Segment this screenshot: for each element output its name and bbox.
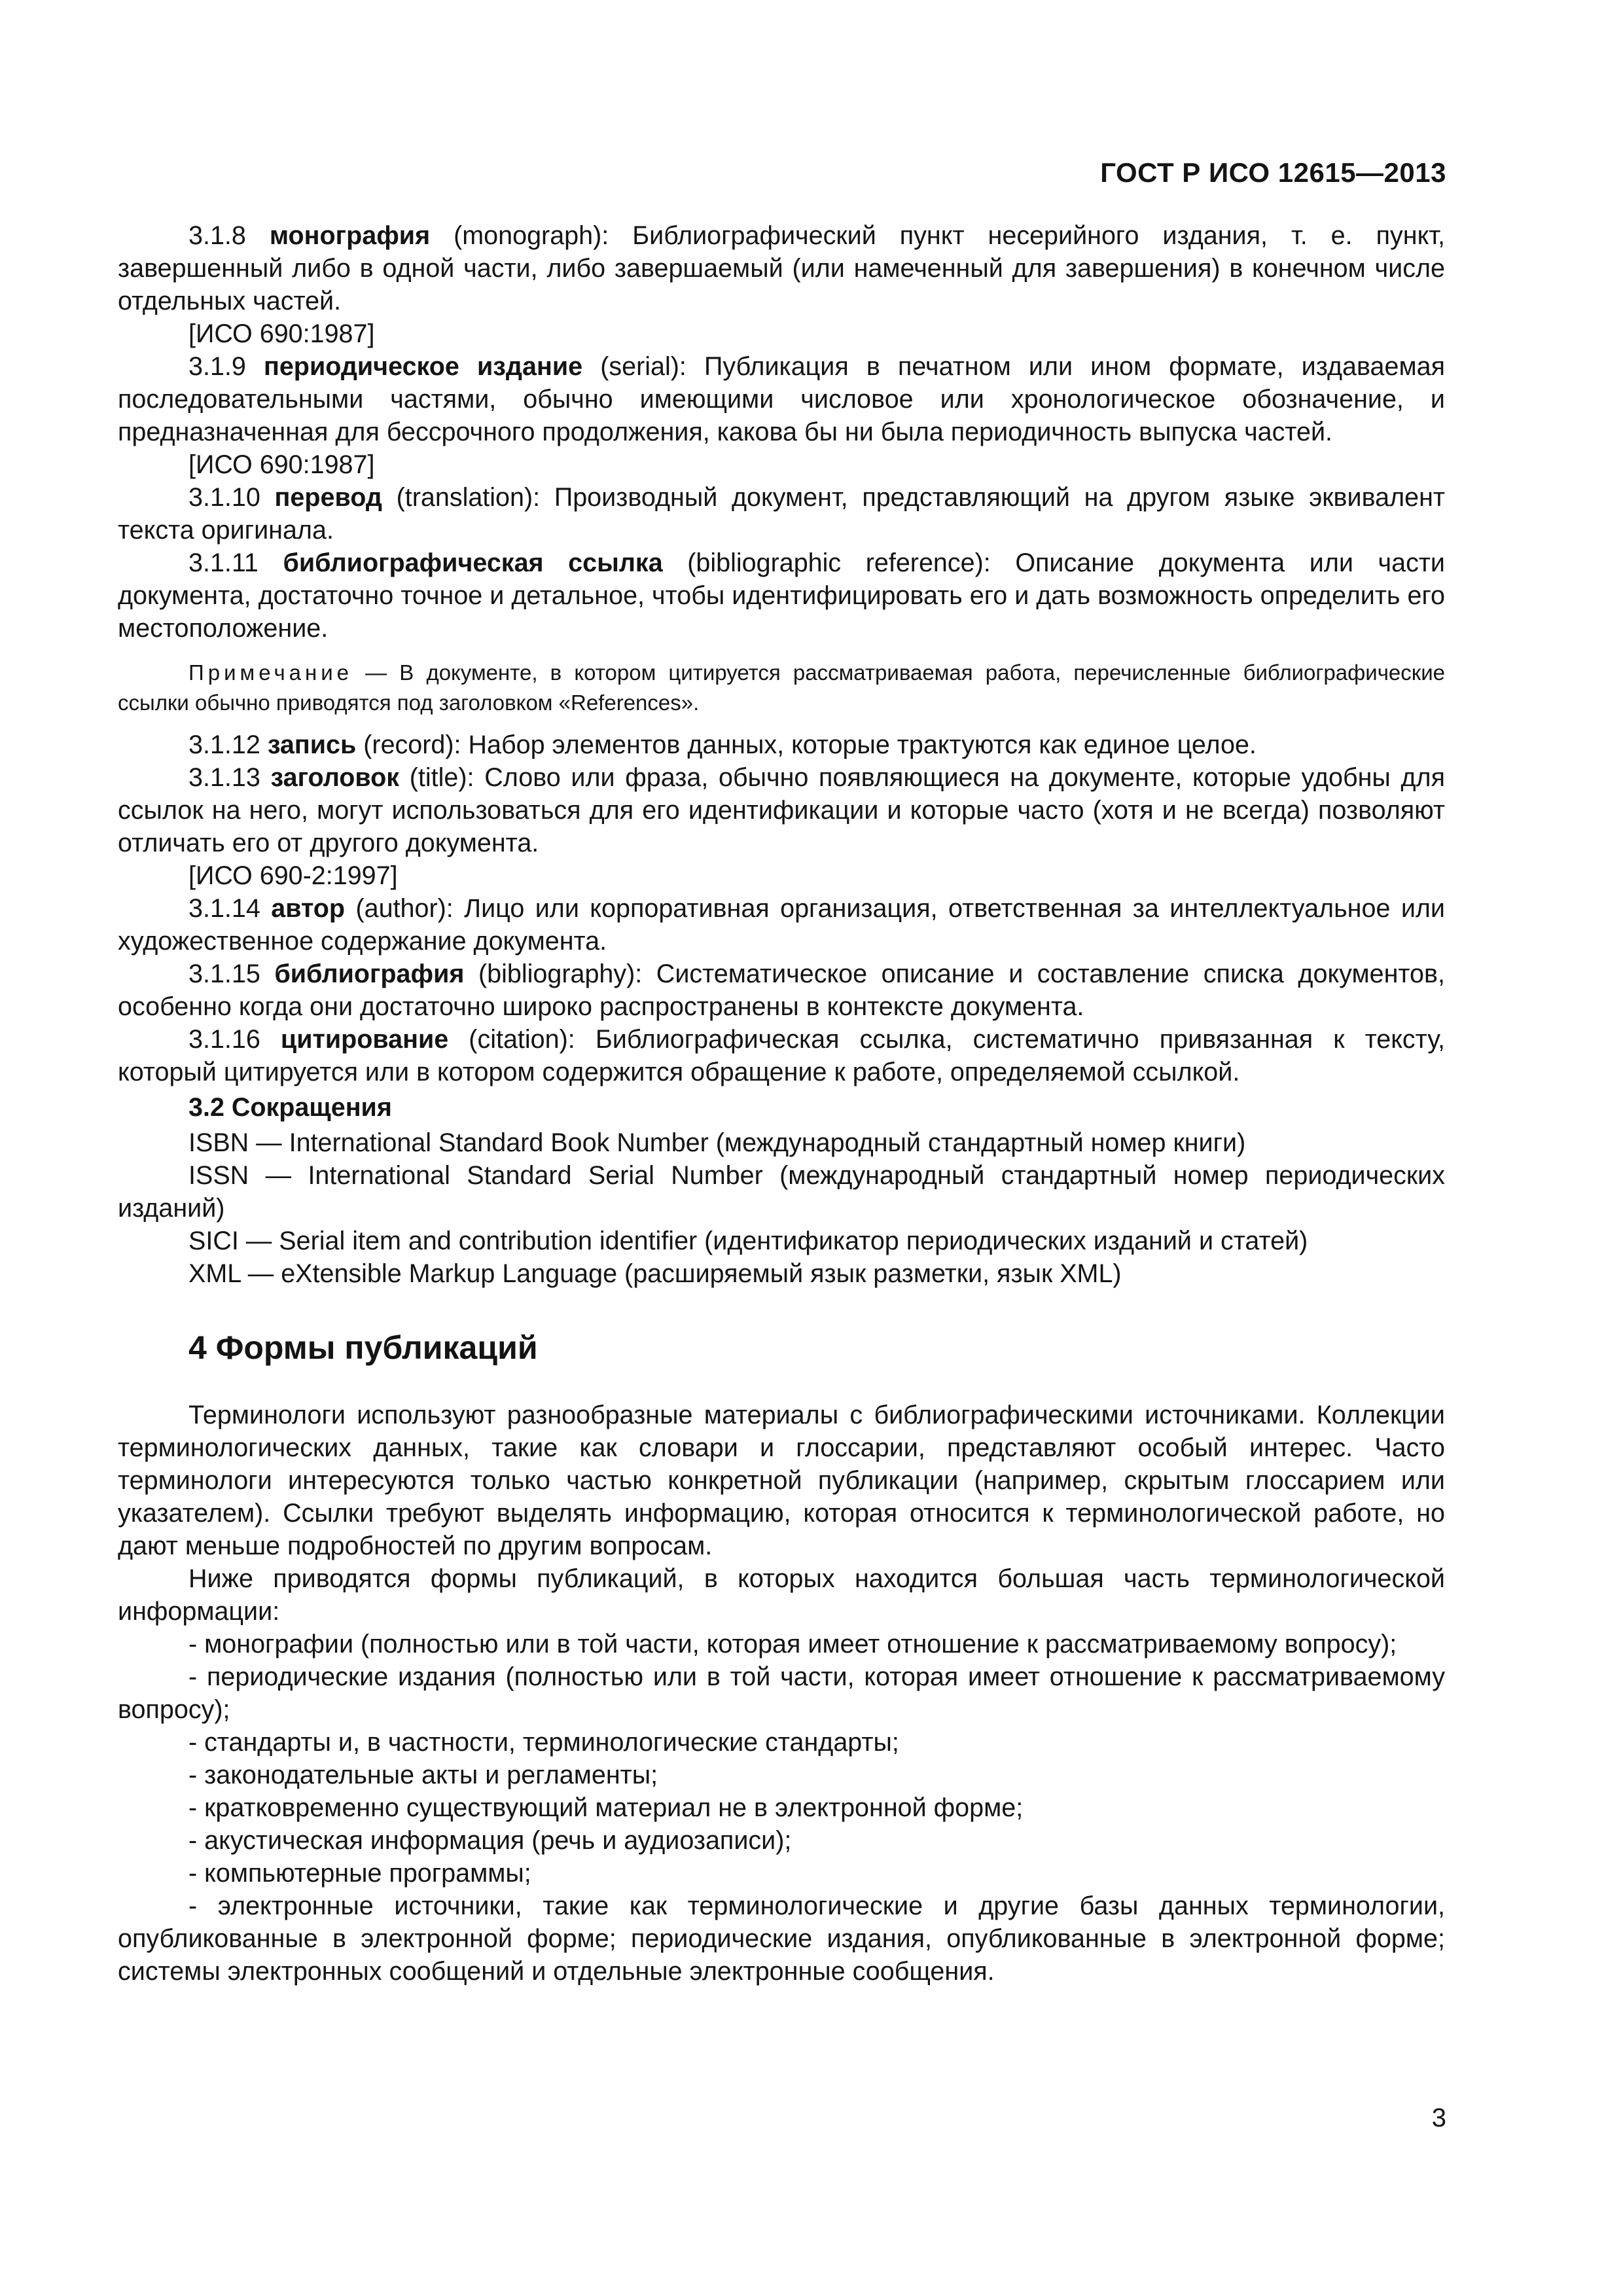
term-entry — [118, 350, 1445, 448]
term-number: 3.1.8 — [188, 221, 246, 250]
term-entry — [118, 761, 1445, 859]
note-paragraph — [118, 658, 1445, 718]
abbreviation-item: ISSN — International Standard Serial Number (международный стандартный номер периодических изданий) — [118, 1161, 1445, 1223]
term-definition: (monograph): Библиографический пункт несерийного издания, т. е. пункт, завершенный либо в одной части, либо завершаемый (или намеченный для завершения) в конечном числе отдельных частей. — [118, 221, 1445, 315]
term-name: библиография — [274, 960, 465, 988]
term-entry — [118, 481, 1445, 547]
term-entry — [118, 958, 1445, 1023]
list-item: - периодические издания (полностью или в той части, которая имеет отношение к рассматриваемому вопросу); — [118, 1662, 1445, 1724]
list-item: - акустическая информация (речь и аудиозаписи); — [188, 1826, 792, 1855]
term-number: 3.1.14 — [188, 894, 260, 923]
page-number: 3 — [1431, 2104, 1446, 2132]
list-item: - кратковременно существующий материал не в электронной форме; — [188, 1793, 1024, 1822]
term-name: цитирование — [280, 1025, 449, 1054]
term-number: 3.1.13 — [188, 763, 260, 792]
term-reference: [ИСО 690-2:1997] — [188, 861, 398, 890]
term-entry — [118, 1023, 1445, 1088]
term-entry — [118, 547, 1445, 645]
list-item: - законодательные акты и регламенты; — [188, 1761, 658, 1789]
term-number: 3.1.12 — [188, 730, 260, 759]
abbreviation-item: XML — eXtensible Markup Language (расширяемый язык разметки, язык XML) — [188, 1259, 1122, 1288]
term-definition: (serial): Публикация в печатном или ином формате, издаваемая последовательными частями, обычно имеющими числовое или хронологическое обозначение, и предназначенная для бессрочного продолжения, какова бы ни была периодичность выпуска частей. — [118, 352, 1445, 446]
note-text: — В документе, в котором цитируется рассматриваемая работа, перечисленные библиографические ссылки обычно приводятся под заголовком «References». — [118, 660, 1445, 715]
body-paragraph: Терминологи используют разнообразные материалы с библиографическими источниками. Коллекции терминологических данных, такие как словари и глоссарии, представляют особый интерес. Часто терминологи интересуются только частью конкретной публикации (например, скрытым глоссарием или указателем). Ссылки требуют выделять информацию, которая относится к терминологической работе, но дают меньше подробностей по другим вопросам. — [118, 1401, 1445, 1560]
term-entry — [118, 219, 1445, 317]
list-item: - электронные источники, такие как терминологические и другие базы данных терминологии, опубликованные в электронной форме; периодические издания, опубликованные в электронной форме; системы электронных сообщений и отдельные электронные сообщения. — [118, 1892, 1445, 1986]
term-name: библиографическая ссылка — [283, 548, 663, 577]
term-definition: (record): Набор элементов данных, которые трактуются как единое целое. — [356, 730, 1257, 759]
document-header: ГОСТ Р ИСО 12615—2013 — [1100, 157, 1446, 188]
document-body — [118, 219, 1445, 1988]
term-name: перевод — [274, 483, 382, 512]
term-definition: (bibliographic reference): Описание документа или части документа, достаточно точное и детальное, чтобы идентифицировать его и дать возможность определить его местоположение. — [118, 548, 1445, 643]
abbreviation-item: ISBN — International Standard Book Number (международный стандартный номер книги) — [188, 1128, 1246, 1157]
term-number: 3.1.11 — [188, 548, 259, 577]
term-name: автор — [271, 894, 346, 923]
abbreviation-item: SICI — Serial item and contribution identifier (идентификатор периодических изданий и статей) — [188, 1227, 1308, 1255]
term-number: 3.1.9 — [188, 352, 246, 381]
subsection-heading: 3.2 Сокращения — [188, 1093, 392, 1122]
term-name: периодическое издание — [263, 352, 583, 381]
term-definition: (bibliography): Систематическое описание и составление списка документов, особенно когда они достаточно широко распространены в контексте документа. — [118, 960, 1445, 1021]
term-reference: [ИСО 690:1987] — [188, 450, 375, 479]
list-item: - стандарты и, в частности, терминологические стандарты; — [188, 1728, 899, 1757]
term-number: 3.1.10 — [188, 483, 260, 512]
list-item: - компьютерные программы; — [188, 1859, 531, 1888]
term-number: 3.1.16 — [188, 1025, 260, 1054]
section-heading: 4 Формы публикаций — [188, 1329, 538, 1366]
term-definition: (title): Слово или фраза, обычно появляющиеся на документе, которые удобны для ссылок на него, могут использоваться для его идентификации и которые часто (хотя и не всегда) позволяют отличать его от другого документа. — [118, 763, 1445, 857]
term-name: запись — [267, 730, 357, 759]
term-entry — [118, 892, 1445, 958]
term-definition: (citation): Библиографическая ссылка, систематично привязанная к тексту, который цитируется или в котором содержится обращение к работе, определяемой ссылкой. — [118, 1025, 1445, 1086]
list-item: - монографии (полностью или в той части, которая имеет отношение к рассматриваемому вопросу); — [188, 1630, 1397, 1659]
term-name: заголовок — [270, 763, 400, 792]
term-definition: (author): Лицо или корпоративная организация, ответственная за интеллектуальное или художественное содержание документа. — [118, 894, 1445, 956]
term-number: 3.1.15 — [188, 960, 260, 988]
term-entry — [118, 728, 1445, 761]
term-reference: [ИСО 690:1987] — [188, 319, 375, 348]
term-name: монография — [269, 221, 431, 250]
term-definition: (translation): Производный документ, представляющий на другом языке эквивалент текста оригинала. — [118, 483, 1446, 545]
note-label: Примечание — [188, 660, 353, 685]
body-paragraph: Ниже приводятся формы публикаций, в которых находится большая часть терминологической информации: — [118, 1564, 1445, 1626]
